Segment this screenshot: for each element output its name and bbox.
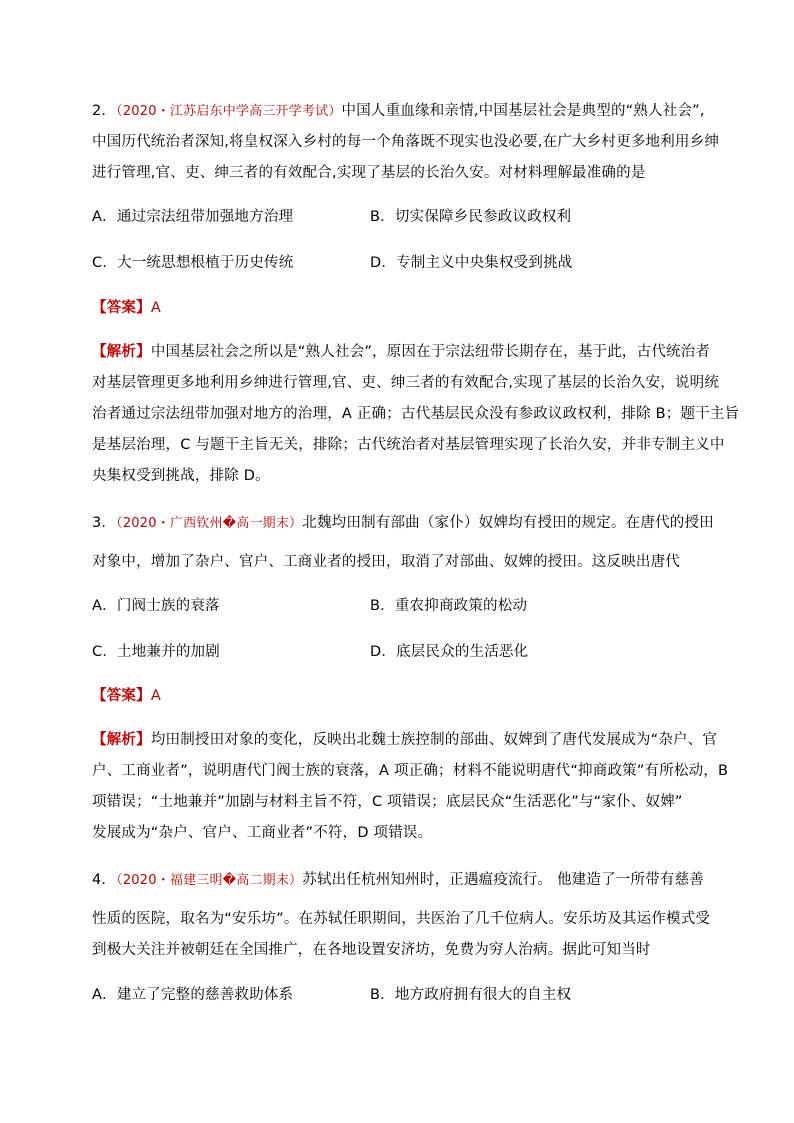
question-3-text-1: 北魏均田制有部曲（家仆）奴婢均有授田的规定。在唐代的授田 xyxy=(302,515,714,531)
question-4-text-2: 性质的医院，取名为“安乐坊”。在苏轼任职期间，共医治了几千位病人。安乐坊及其运作模式受 xyxy=(92,911,711,927)
question-4-text-3: 到极大关注并被朝廷在全国推广，在各地设置安济坊，免费为穷人治病。据此可知当时 xyxy=(92,942,651,958)
question-2-answer xyxy=(92,298,161,318)
question-3-option-b[interactable]: B．重农抑商政策的松动 xyxy=(370,598,528,614)
question-2-analysis-line-4: 是基层治理，C 与题干主旨无关，排除；古代统治者对基层管理实现了长治久安，并非专制主义中 xyxy=(92,437,725,453)
question-4-number: 4． xyxy=(92,872,117,888)
question-2-text-2: 中国历代统治者深知,将皇权深入乡村的每一个角落既不现实也没必要,在广大乡村更多地利用乡绅 xyxy=(92,134,720,150)
question-3-text-2: 对象中，增加了杂户、官户、工商业者的授田，取消了对部曲、奴婢的授田。这反映出唐代 xyxy=(92,554,680,570)
question-3-number: 3． xyxy=(92,515,117,531)
question-3-option-a[interactable]: A．门阀士族的衰落 xyxy=(92,598,220,614)
answer-label: 【答案】 xyxy=(92,300,151,316)
question-2-analysis-line-3: 治者通过宗法纽带加强对地方的治理，A 正确；古代基层民众没有参政议政权利，排除 B；题干主旨 xyxy=(92,406,740,422)
answer-value: A xyxy=(150,300,161,316)
analysis-text: 中国基层社会之所以是“熟人社会”，原因在于宗法纽带长期存在，基于此，古代统治者 xyxy=(150,344,711,360)
question-3-answer xyxy=(92,686,161,706)
question-4-text-1: 苏轼出任杭州知州时，正遇瘟疫流行。 他建造了一所带有慈善 xyxy=(302,872,704,888)
question-2-option-c[interactable]: C．大一统思想根植于历史传统 xyxy=(92,255,294,271)
question-3-analysis-line-2: 户、工商业者”，说明唐代门阀士族的衰落，A 项正确；材料不能说明唐代“抑商政策”有所松动，B xyxy=(92,763,729,779)
question-2-analysis-line-2: 对基层管理更多地利用乡绅进行管理,官、吏、绅三者的有效配合,实现了基层的长治久安，说明统 xyxy=(92,375,720,391)
answer-label: 【答案】 xyxy=(92,688,151,704)
question-4-source: （2020・福建三明�高二期末） xyxy=(116,873,303,888)
question-2-text-1: 中国人重血缘和亲情,中国基层社会是典型的“熟人社会”, xyxy=(341,103,705,119)
answer-value: A xyxy=(150,688,161,704)
analysis-text: 均田制授田对象的变化，反映出北魏士族控制的部曲、奴婢到了唐代发展成为“杂户、官 xyxy=(150,732,718,748)
question-4-line-1 xyxy=(92,870,704,891)
question-3-option-c[interactable]: C．土地兼并的加剧 xyxy=(92,644,220,660)
analysis-label: 【解析】 xyxy=(92,344,151,360)
question-2-analysis-line-5: 央集权受到挑战，排除 D。 xyxy=(92,468,270,484)
question-2-option-a[interactable]: A．通过宗法纽带加强地方治理 xyxy=(92,209,294,225)
question-2-number: 2． xyxy=(92,103,117,119)
question-2-text-3: 进行管理,官、吏、绅三者的有效配合,实现了基层的长治久安。对材料理解最准确的是 xyxy=(92,165,646,181)
question-4-option-b[interactable]: B．地方政府拥有很大的自主权 xyxy=(370,987,572,1003)
question-3-option-d[interactable]: D．底层民众的生活恶化 xyxy=(370,644,529,660)
question-2-source: （2020・江苏启东中学高三开学考试） xyxy=(116,104,342,119)
question-3-analysis-line-3: 项错误；“土地兼并”加剧与材料主旨不符，C 项错误；底层民众“生活恶化”与“家仆、奴婢” xyxy=(92,794,683,810)
question-3-analysis-line-4: 发展成为“杂户、官户、工商业者”不符，D 项错误。 xyxy=(92,825,433,841)
question-2-option-d[interactable]: D．专制主义中央集权受到挑战 xyxy=(370,255,573,271)
analysis-label: 【解析】 xyxy=(92,732,151,748)
question-3-source: （2020・广西钦州�高一期末） xyxy=(116,516,303,531)
question-3-analysis-line-1 xyxy=(92,730,717,750)
question-4-option-a[interactable]: A．建立了完整的慈善救助体系 xyxy=(92,987,294,1003)
question-2-option-b[interactable]: B．切实保障乡民参政议政权利 xyxy=(370,209,572,225)
question-2-analysis-line-1 xyxy=(92,342,710,362)
question-2-line-1 xyxy=(92,101,705,122)
question-3-line-1 xyxy=(92,513,714,534)
